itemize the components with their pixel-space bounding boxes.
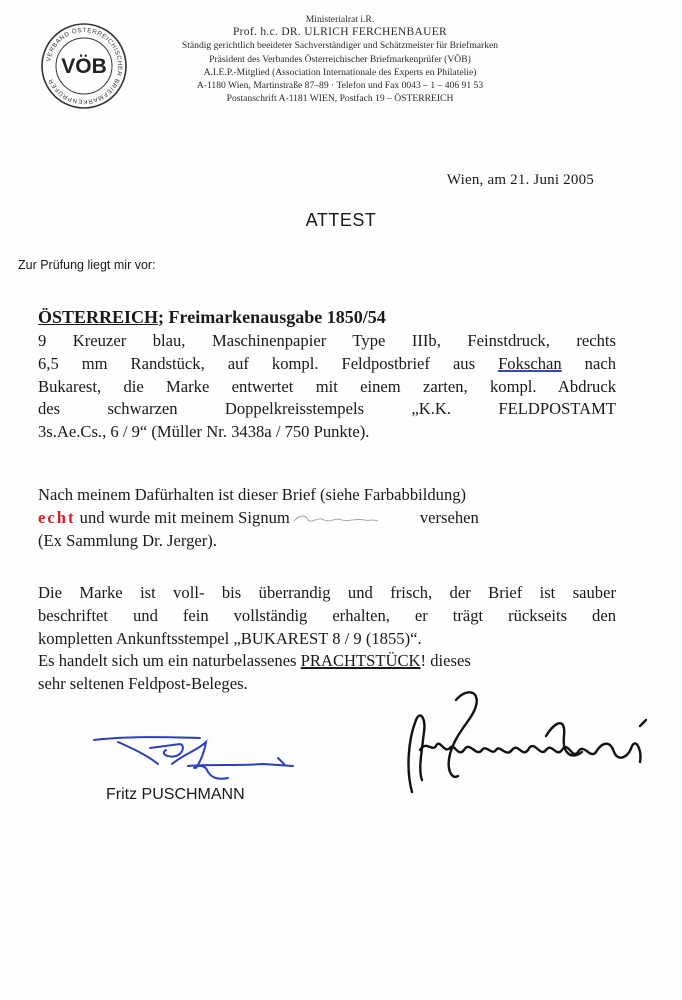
echt-mark: echt [38, 507, 76, 527]
letterhead [130, 13, 550, 105]
paragraph-description [38, 330, 616, 444]
date-line: Wien, am 21. Juni 2005 [446, 172, 594, 188]
svg-text:VERBAND ÖSTERREICHISCHER BRIEF: VERBAND ÖSTERREICHISCHER BRIEFMARKENPRÜFER [45, 26, 124, 106]
opinion-line: (Ex Sammlung Dr. Jerger). [38, 530, 217, 550]
condition-line: Es handelt sich um ein naturbelassenes PRACHTSTÜCK! dieses [38, 651, 471, 671]
letterhead-name: Prof. h.c. DR. ULRICH FERCHENBAUER [232, 26, 447, 39]
description-line: 6,5 mm Randstück, auf kompl. Feldpostbrief aus Fokschan nach [38, 353, 616, 373]
place-fokschan: Fokschan [498, 353, 562, 373]
condition-line: kompletten Ankunftsstempel „BUKAREST 8 / 9 (1855)“. [38, 628, 422, 648]
letterhead-address: A-1180 Wien, Martinstraße 87–89 · Telefon und Fax 0043 – 1 – 406 91 53 [196, 80, 484, 92]
paragraph-opinion [38, 484, 616, 552]
description-line: 9 Kreuzer blau, Maschinenpapier Type IIIb, Feinstdruck, rechts [38, 331, 616, 350]
description-line: 3s.Ae.Cs., 6 / 9“ (Müller Nr. 3438a / 750 Punkte). [38, 422, 370, 442]
opinion-line: Nach meinem Dafürhalten ist dieser Brief (siehe Farbabbildung) [38, 485, 467, 504]
heading-issue: ; Freimarkenausgabe 1850/54 [158, 307, 386, 327]
prachtstueck-word: PRACHTSTÜCK [300, 651, 421, 671]
intro-text: Zur Prüfung liegt mir vor: [18, 258, 156, 272]
signature-ferchenbauer [396, 680, 658, 810]
voeb-seal-logo [40, 22, 128, 110]
signer-name-left: Fritz PUSCHMANN [106, 786, 245, 803]
description-line: des schwarzen Doppelkreisstempels „K.K. FELDPOSTAMT [38, 399, 616, 419]
condition-line: Die Marke ist voll- bis überrandig und frisch, der Brief ist sauber [38, 583, 616, 602]
opinion-line: echt und wurde mit meinem Signum versehen [38, 507, 479, 527]
heading-country: ÖSTERREICH [38, 307, 159, 327]
stamp-heading [38, 307, 386, 328]
svg-text:VÖB: VÖB [61, 55, 107, 78]
signature-puschmann [88, 728, 298, 784]
condition-line: beschriftet und fein vollständig erhalten, er trägt rückseits den [38, 605, 616, 625]
paragraph-condition [38, 582, 616, 696]
letterhead-membership: A.I.E.P.-Mitglied (Association Internationale des Experts en Philatelie) [203, 66, 477, 78]
condition-line: sehr seltenen Feldpost-Beleges. [38, 674, 248, 694]
letterhead-postal: Postanschrift A-1181 WIEN, Postfach 19 – ÖSTERREICH [226, 93, 454, 105]
inline-signum-mark [290, 512, 400, 526]
letterhead-rank: Ministerialrat i.R. [305, 14, 375, 25]
letterhead-role: Ständig gerichtlich beeideter Sachverständiger und Schätzmeister für Briefmarken [181, 40, 499, 52]
document-title: ATTEST [305, 210, 377, 230]
description-line: Bukarest, die Marke entwertet mit einem zarten, kompl. Abdruck [38, 376, 616, 396]
letterhead-president: Präsident des Verbandes Österreichischer Briefmarkenprüfer (VÖB) [209, 53, 471, 65]
